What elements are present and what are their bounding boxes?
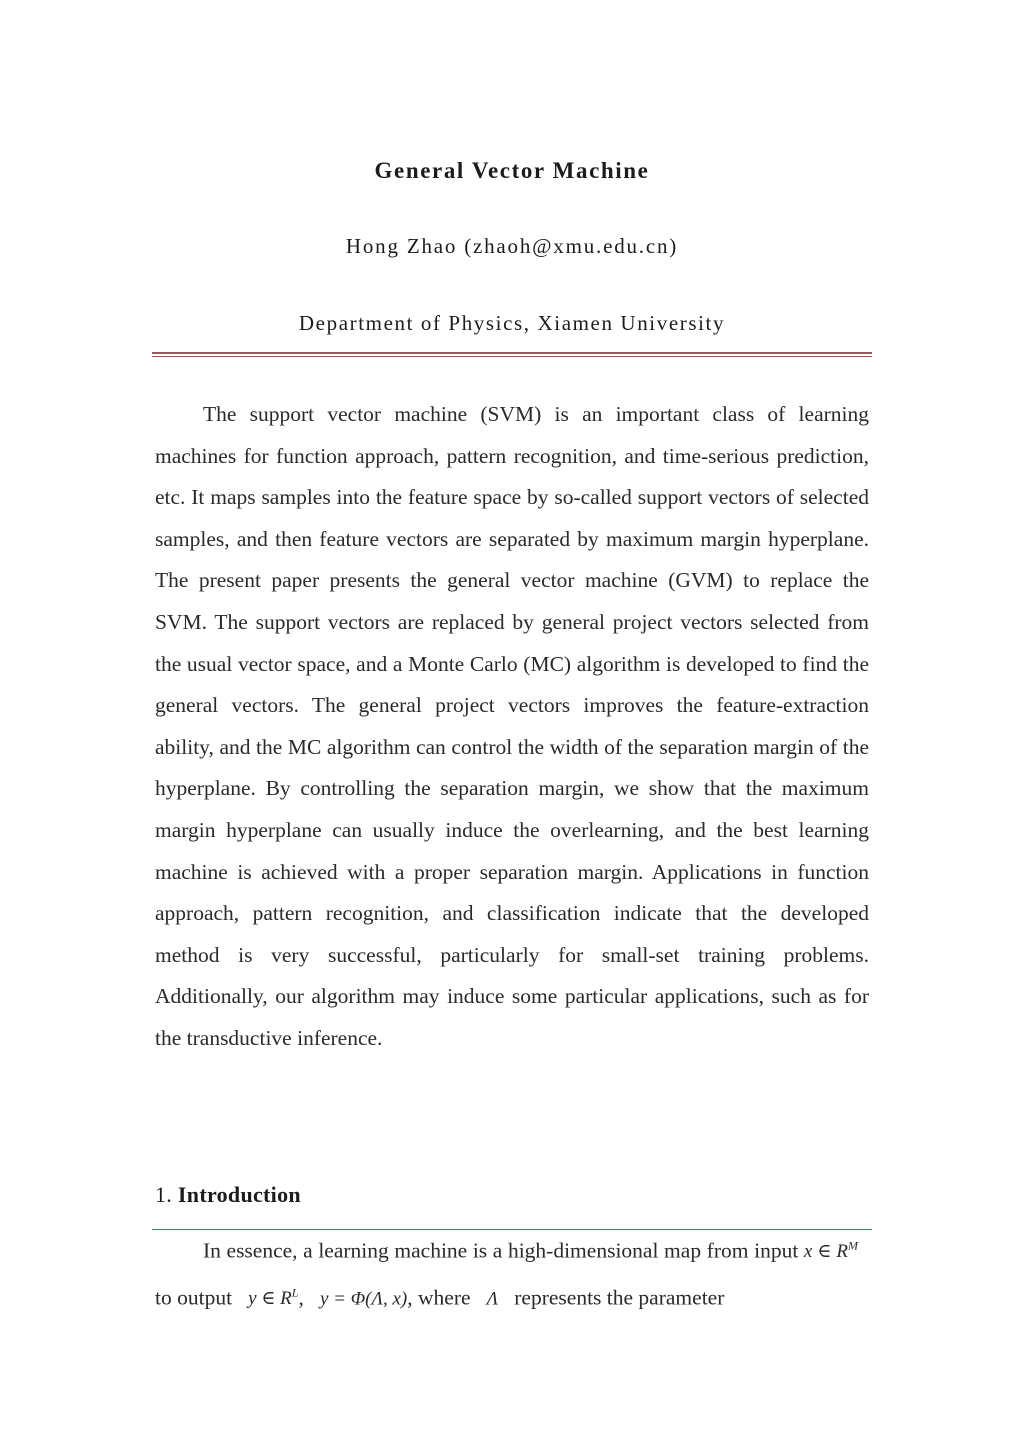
section-title: Introduction <box>177 1182 301 1207</box>
affiliation-line: Department of Physics, Xiamen University <box>298 311 726 335</box>
author-line: Hong Zhao (zhaoh@xmu.edu.cn) <box>345 234 679 258</box>
math-map: y = Φ(Λ, x) <box>319 1288 408 1310</box>
header-divider <box>152 352 872 354</box>
math-param: Λ <box>486 1288 499 1310</box>
abstract-paragraph: The support vector machine (SVM) is an important class of learning machines for function approach, pattern recognition, and time-serious prediction, etc. It maps samples into the feature space by so-called support vectors of selected samples, and then feature vectors are separated by maximum margin hyperplane. The present paper presents the general vector machine (GVM) to replace the SVM. The support vectors are replaced by general project vectors selected from the usual vector space, and a Monte Carlo (MC) algorithm is developed to find the general vectors. The general project vectors improves the feature-extraction ability, and the MC algorithm can control the width of the separation margin of the hyperplane. By controlling the separation margin, we show that the maximum margin hyperplane can usually induce the overlearning, and the best learning machine is achieved with a proper separation margin. Applications in function approach, pattern recognition, and classification indicate that the developed method is very successful, particularly for small-set training problems. Additionally, our algorithm may induce some particular applications, such as for the transductive inference. <box>155 402 869 1050</box>
math-output-space: y ∈ $R^L$ <box>248 1285 299 1310</box>
intro-text-3: where <box>418 1285 471 1310</box>
section-heading <box>155 1182 301 1208</box>
intro-text-1: In essence, a learning machine is a high-dimensional map from input <box>203 1238 799 1263</box>
intro-text-4: represents the parameter <box>514 1285 725 1310</box>
paper-title: General Vector Machine <box>374 158 650 183</box>
section-number: 1. <box>155 1182 173 1207</box>
math-input-space: x ∈ $R^M$ <box>803 1239 859 1263</box>
intro-paragraph: In essence, a learning machine is a high-dimensional map from input x ∈ $R^M$ to output y ∈ $R^L$, y = Φ(Λ, x), where Λ represents the parameter <box>155 1238 859 1310</box>
intro-text-2: to output <box>155 1285 233 1310</box>
